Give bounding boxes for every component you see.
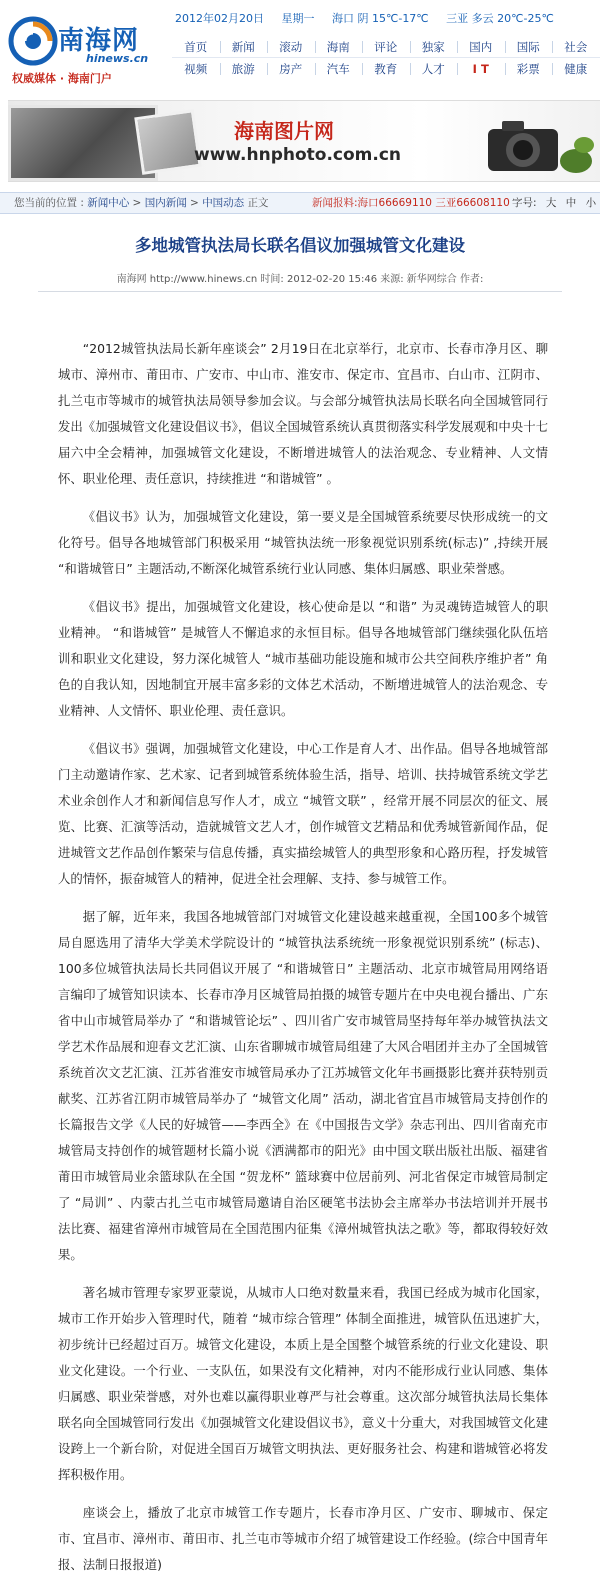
- breadcrumb: [14, 193, 269, 213]
- banner-title: 海南图片网: [234, 119, 334, 143]
- logo-domain: hinews.cn: [86, 52, 149, 65]
- breadcrumb-sep: >: [129, 197, 145, 209]
- article-paragraph: 座谈会上，播放了北京市城管工作专题片，长春市净月区、广安市、聊城市、保定市、宜昌市、漳州市、莆田市、扎兰屯市等城市介绍了城管建设工作经验。(综合中国青年报、法制日报报道): [58, 1505, 548, 1572]
- news-hotline: 新闻报料:海口66669110 三亚66608110: [312, 197, 510, 209]
- breadcrumb-prefix: 您当前的位置 :: [14, 197, 84, 209]
- banner-photo-small: [134, 109, 201, 175]
- date-weather-bar: [175, 10, 600, 26]
- weather-haikou: 海口 阴 15℃-17℃: [332, 12, 429, 25]
- article-paragraph: 《倡议书》认为，加强城管文化建设，第一要义是全国城管系统要尽快形成统一的文化符号。倡导各地城管部门积极采用 “城管执法统一形象视觉识别系统(标志)” ,持续开展 “和谐城管日” 主题活动,不断深化城管系统行业认同感、集体归属感、职业荣誉感。: [58, 509, 548, 576]
- nav-item[interactable]: 海南: [315, 36, 363, 58]
- logo-slogan: 权威媒体 · 海南门户: [12, 72, 112, 85]
- nav-item[interactable]: 社会: [552, 36, 600, 58]
- nav-row-2: [172, 58, 600, 80]
- weekday-text: 星期一: [281, 12, 315, 25]
- font-size-selector: [512, 193, 596, 213]
- weather-sanya: 三亚 多云 20℃-25℃: [446, 12, 554, 25]
- article-paragraph: “2012城管执法局长新年座谈会” 2月19日在北京举行，北京市、长春市净月区、聊城市、漳州市、莆田市、广安市、中山市、淮安市、保定市、宜昌市、白山市、江阴市、扎兰屯市等城市的城管执法局领导参加会议。与会部分城管执法局长联名向全国城管同行发出《加强城管文化建设倡议书》，倡议全国城管系统认真贯彻落实科学发展观和中央十七届六中全会精神，加强城管文化建设，不断增进城管人的法治观念、专业精神、人文情怀、职业伦理、责任意识，持续推进 “和谐城管” 。: [58, 341, 548, 486]
- nav-item[interactable]: 滚动: [267, 36, 315, 58]
- nav-item[interactable]: 旅游: [220, 58, 268, 80]
- nav-item[interactable]: 房产: [267, 58, 315, 80]
- breadcrumb-sep: >: [186, 197, 203, 209]
- nav-divider: [172, 57, 600, 58]
- article-body: [58, 336, 548, 1575]
- font-size-label: 字号:: [512, 197, 537, 209]
- nav-item[interactable]: 健康: [552, 58, 600, 80]
- site-header: [0, 0, 600, 92]
- article-paragraph: 著名城市管理专家罗亚蒙说，从城市人口绝对数量来看，我国已经成为城市化国家，城市工作开始步入管理时代，随着 “城市综合管理” 体制全面推进，城管队伍迅速扩大，初步统计已经超过百万。城管文化建设，本质上是全国整个城管系统的行业文化建设、职业文化建设。一个行业、一支队伍，如果没有文化精神，对内不能形成行业认同感、集体归属感、职业荣誉感，对外也难以赢得职业尊严与社会尊重。这次部分城管执法局长集体联名向全国城管同行发出《加强城管文化建设倡议书》，意义十分重大，对我国城管文化建设跨上一个新台阶，对促进全国百万城管文明执法、更好服务社会、构建和谐城管必将发挥积极作用。: [58, 1285, 548, 1482]
- nav-item[interactable]: 评论: [362, 36, 410, 58]
- breadcrumb-item[interactable]: 国内新闻: [144, 197, 187, 209]
- nav-item[interactable]: 视频: [184, 62, 208, 76]
- nav-item[interactable]: 教育: [362, 58, 410, 80]
- nav-item[interactable]: 独家: [410, 36, 458, 58]
- nav-item[interactable]: 彩票: [505, 58, 553, 80]
- nav-item[interactable]: 人才: [410, 58, 458, 80]
- article-paragraph: 《倡议书》强调，加强城管文化建设，中心工作是育人才、出作品。倡导各地城管部门主动邀请作家、艺术家、记者到城管系统体验生活，指导、培训、扶持城管系统文学艺术业余创作人才和新闻信息写作人才，成立 “城管文联” ，经常开展不同层次的征文、展览、比赛、汇演等活动，造就城管文艺人才，创作城管文艺精品和优秀城管新闻作品，促进城管文艺作品创作繁荣与信息传播，真实描绘城管人的典型形象和心路历程，抒发城管人的情怀，振奋城管人的精神，促进全社会理解、支持、参与城管工作。: [58, 741, 548, 886]
- photo-site-banner[interactable]: [8, 100, 600, 182]
- article-meta: 南海网 http://www.hinews.cn 时间: 2012-02-20 15:46 来源: 新华网综合 作者:: [116, 274, 484, 285]
- breadcrumb-bar: [0, 192, 600, 214]
- font-size-large[interactable]: 大: [545, 197, 557, 209]
- article-paragraph: 据了解，近年来，我国各地城管部门对城管文化建设越来越重视，全国100多个城管局自愿选用了清华大学美术学院设计的 “城管执法系统统一形象视觉识别系统” (标志)、100多位城管执法局长共同倡议开展了 “和谐城管日” 主题活动、北京市城管局用网络语言编印了城管知识读本、长春市净月区城管局拍摄的城管专题片在中央电视台播出、广东省中山市城管局举办了 “和谐城管论坛” 、四川省广安市城管局坚持每年举办城管执法文学艺术作品展和迎春文艺汇演、山东省聊城市城管局组建了大风合唱团并主办了全国城管系统首次文艺汇演、江苏省淮安市城管局承办了江苏城管文化年书画摄影比赛并获特别贡献奖、江苏省江阴市城管局举办了 “城管文化周” 活动，湖北省宜昌市城管局支持创作的长篇报告文学《人民的好城管——李西全》在《中国报告文学》杂志刊出、四川省南充市城管局支持创作的城管题材长篇小说《洒满都市的阳光》由中国文联出版社出版、福建省莆田市城管局业余篮球队在全国 “贺龙杯” 篮球赛中位居前列、河北省保定市城管局制定了 “局训” 、内蒙古扎兰屯市城管局邀请自治区硬笔书法协会主席举办书法培训并开展书法比赛、福建省漳州市城管局在全国范围内征集《漳州城管执法之歌》等，都取得较好效果。: [58, 909, 548, 1262]
- nav-item[interactable]: 新闻: [220, 36, 268, 58]
- nav-row-1: [172, 36, 600, 58]
- breadcrumb-item[interactable]: 新闻中心: [87, 197, 130, 209]
- nav-item[interactable]: 国际: [505, 36, 553, 58]
- meta-divider: [38, 291, 562, 292]
- camera-icon: [478, 101, 598, 181]
- nav-item[interactable]: I T: [457, 58, 505, 80]
- site-logo[interactable]: [8, 10, 168, 84]
- article-paragraph: 《倡议书》提出，加强城管文化建设，核心使命是以 “和谐” 为灵魂铸造城管人的职业精神。 “和谐城管” 是城管人不懈追求的永恒目标。倡导各地城管部门继续强化队伍培训和职业文化建设，努力深化城管人 “城市基础功能设施和城市公共空间秩序维护者” 角色的自我认知，因地制宜开展丰富多彩的文体艺术活动，不断增进城管人的法治观念、专业精神、人文情怀、职业伦理、责任意识。: [58, 599, 548, 718]
- nav-item[interactable]: 汽车: [315, 58, 363, 80]
- article-title: 多地城管执法局长联名倡议加强城管文化建设: [135, 236, 465, 255]
- banner-url: www.hnphoto.com.cn: [194, 145, 402, 165]
- breadcrumb-current: 正文: [247, 197, 269, 209]
- font-size-small[interactable]: 小: [585, 197, 597, 209]
- nav-item[interactable]: 国内: [457, 36, 505, 58]
- font-size-medium[interactable]: 中: [565, 197, 577, 209]
- logo-swirl-icon: [8, 16, 58, 66]
- nav-item[interactable]: 首页: [184, 40, 208, 54]
- logo-brand: 南海网: [58, 26, 140, 56]
- main-nav: [172, 36, 600, 80]
- breadcrumb-item[interactable]: 中国动态: [202, 197, 245, 209]
- date-text: 2012年02月20日: [175, 12, 264, 25]
